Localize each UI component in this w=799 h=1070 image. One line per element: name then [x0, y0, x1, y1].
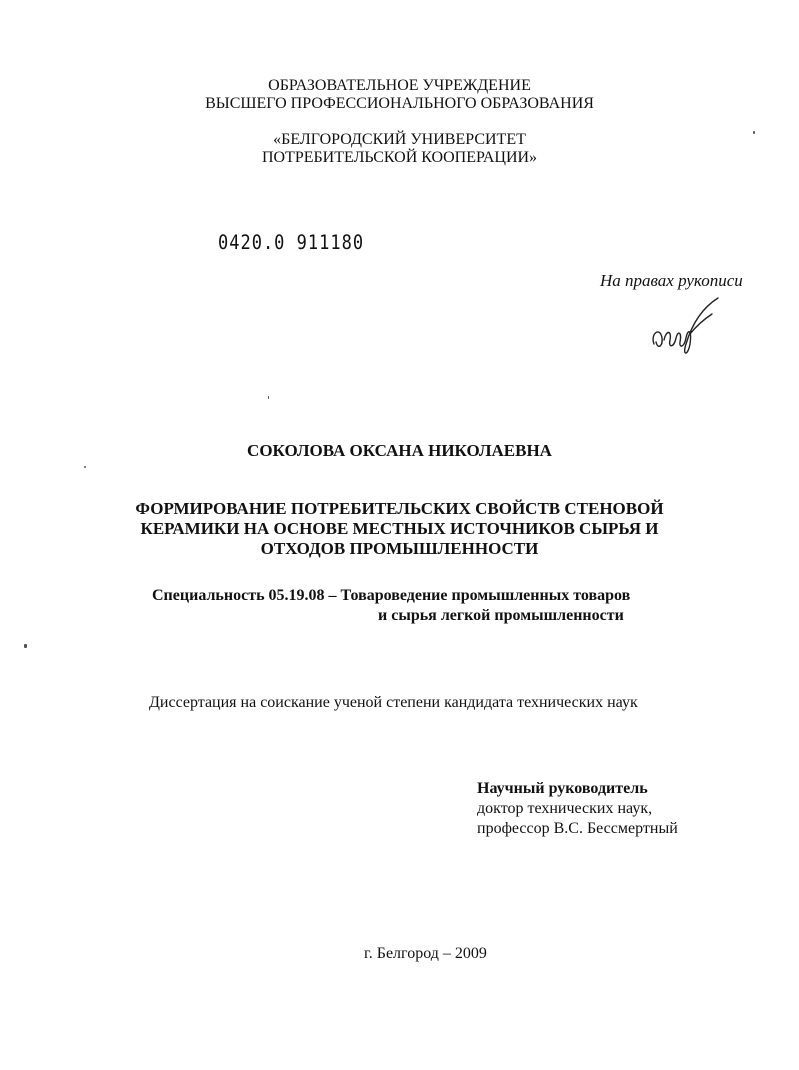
university-line-2: ПОТРЕБИТЕЛЬСКОЙ КООПЕРАЦИИ»	[261, 149, 538, 166]
thesis-title-line-2: КЕРАМИКИ НА ОСНОВЕ МЕСТНЫХ ИСТОЧНИКОВ СЫРЬЯ И	[140, 519, 659, 538]
supervisor-degree: доктор технических наук,	[477, 800, 653, 817]
degree-statement: Диссертация на соискание ученой степени кандидата технических наук	[149, 694, 638, 711]
scan-speck	[268, 396, 269, 399]
author-name: СОКОЛОВА ОКСАНА НИКОЛАЕВНА	[247, 441, 552, 460]
specialty-line-1: Специальность 05.19.08 – Товароведение промышленных товаров	[152, 587, 631, 604]
place-and-year: г. Белгород – 2009	[364, 945, 487, 962]
supervisor-heading: Научный руководитель	[477, 780, 648, 797]
library-stamp-code: 0420.0 911180	[218, 231, 365, 255]
handwritten-signature	[646, 294, 726, 358]
scan-speck	[84, 466, 86, 468]
manuscript-rights-note: На правах рукописи	[600, 271, 743, 290]
institution-line-1: ОБРАЗОВАТЕЛЬНОЕ УЧРЕЖДЕНИЕ	[268, 77, 531, 94]
thesis-title-line-3: ОТХОДОВ ПРОМЫШЛЕННОСТИ	[260, 539, 539, 558]
university-line-1: «БЕЛГОРОДСКИЙ УНИВЕРСИТЕТ	[273, 131, 526, 148]
supervisor-name: профессор В.С. Бессмертный	[477, 820, 678, 837]
specialty-line-2: и сырья легкой промышленности	[378, 607, 624, 624]
thesis-title-line-1: ФОРМИРОВАНИЕ ПОТРЕБИТЕЛЬСКИХ СВОЙСТВ СТЕНОВОЙ	[135, 499, 664, 518]
scan-speck	[24, 644, 27, 648]
scan-speck	[753, 131, 755, 134]
institution-line-2: ВЫСШЕГО ПРОФЕССИОНАЛЬНОГО ОБРАЗОВАНИЯ	[205, 95, 594, 112]
